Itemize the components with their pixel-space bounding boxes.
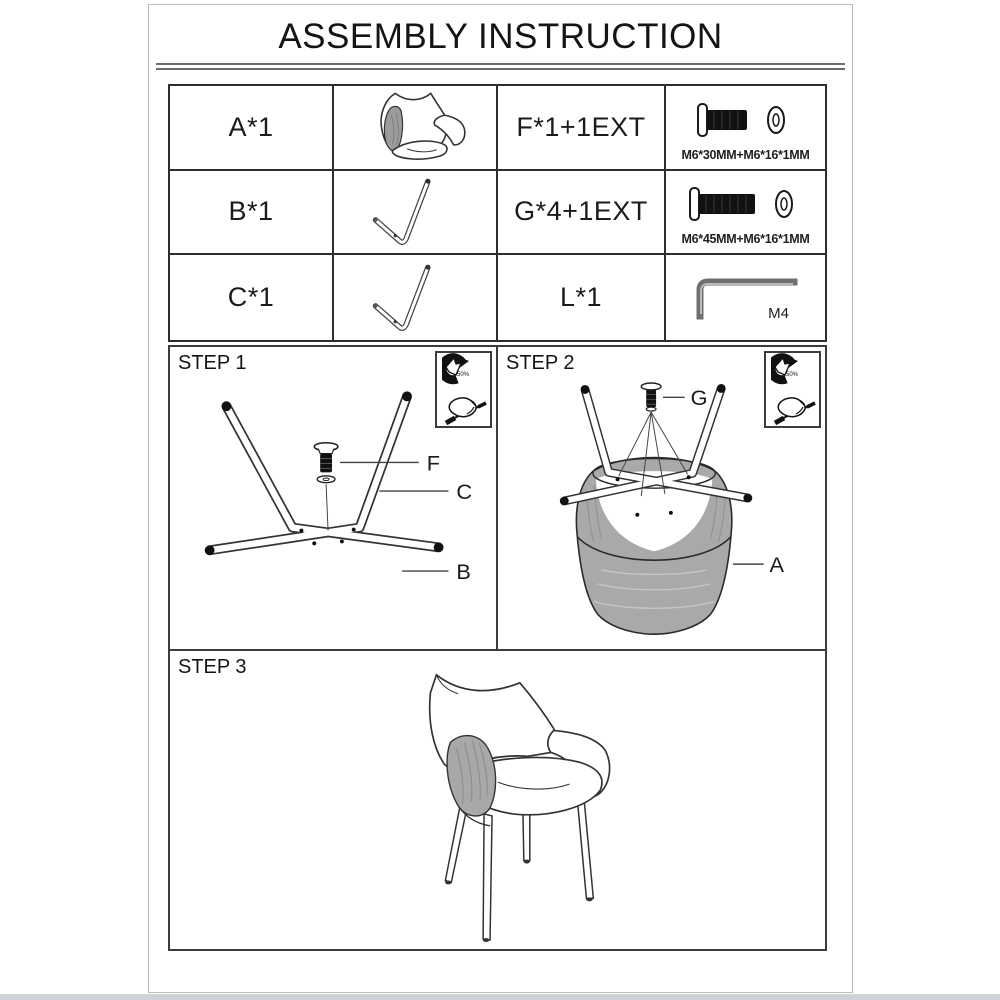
- tighten-50-percent-icon: [442, 353, 486, 393]
- table-cell-hw-l: [666, 255, 825, 340]
- assembled-chair: [430, 675, 610, 942]
- hw-label-l: L*1: [559, 282, 603, 313]
- table-cell-image-c: [334, 255, 498, 340]
- table-cell-hw-label-f: [498, 86, 666, 171]
- table-cell-image-a: [334, 86, 498, 171]
- table-cell-hw-label-l: [498, 255, 666, 340]
- step3-label: STEP 3: [178, 656, 247, 678]
- bolt-f: [314, 443, 338, 531]
- callout-c: C: [456, 478, 473, 504]
- hand-screwdriver-icon: [769, 394, 817, 426]
- step2-label: STEP 2: [506, 352, 575, 374]
- step3-panel: [168, 651, 827, 951]
- torque-percent-text: 50%: [785, 372, 798, 379]
- hw-size-f: M6*30MM+M6*16*1MM: [681, 147, 810, 162]
- torque-percent-text: 50%: [456, 372, 469, 379]
- leg-frame-b-and-c: [205, 391, 444, 555]
- step1-panel: [168, 345, 498, 651]
- callout-a: A: [769, 552, 785, 578]
- bolt-and-washer-icon: [676, 93, 816, 147]
- part-label-c: C*1: [227, 282, 275, 313]
- table-cell-part-a: [170, 86, 334, 171]
- table-cell-part-b: [170, 171, 334, 256]
- hand-screwdriver-icon: [440, 394, 488, 426]
- hw-size-l: M4: [768, 304, 789, 322]
- bottom-strip: [0, 994, 1000, 1000]
- title-divider: [156, 63, 845, 70]
- callout-f: F: [426, 450, 441, 476]
- hw-label-g: G*4+1EXT: [514, 196, 648, 227]
- table-cell-hw-f: [666, 86, 825, 171]
- step3-diagram: [170, 651, 825, 949]
- chair-shell-icon: [334, 86, 496, 169]
- part-label-a: A*1: [228, 111, 274, 142]
- part-label-b: B*1: [228, 196, 274, 227]
- step1-notice-box: [435, 351, 492, 428]
- hw-size-g: M6*45MM+M6*16*1MM: [681, 232, 810, 247]
- leg-frame-icon: [334, 256, 496, 340]
- leg-frame-icon: [334, 171, 496, 254]
- page-title: ASSEMBLY INSTRUCTION: [278, 17, 723, 56]
- table-cell-part-c: [170, 255, 334, 340]
- table-cell-image-b: [334, 171, 498, 256]
- steps-row: [168, 345, 827, 651]
- parts-table: [168, 84, 827, 342]
- allen-key-icon: [668, 258, 823, 338]
- document-page: [148, 4, 853, 993]
- hw-label-f: F*1+1EXT: [516, 111, 646, 142]
- step2-notice-box: [764, 351, 821, 428]
- step2-panel: [498, 345, 827, 651]
- tighten-50-percent-icon: [771, 353, 815, 393]
- bolt-and-washer-icon: [676, 177, 816, 231]
- step1-label: STEP 1: [178, 352, 247, 374]
- table-cell-hw-label-g: [498, 171, 666, 256]
- callout-b: B: [456, 558, 471, 584]
- callout-g: G: [690, 385, 708, 411]
- table-cell-hw-g: [666, 171, 825, 256]
